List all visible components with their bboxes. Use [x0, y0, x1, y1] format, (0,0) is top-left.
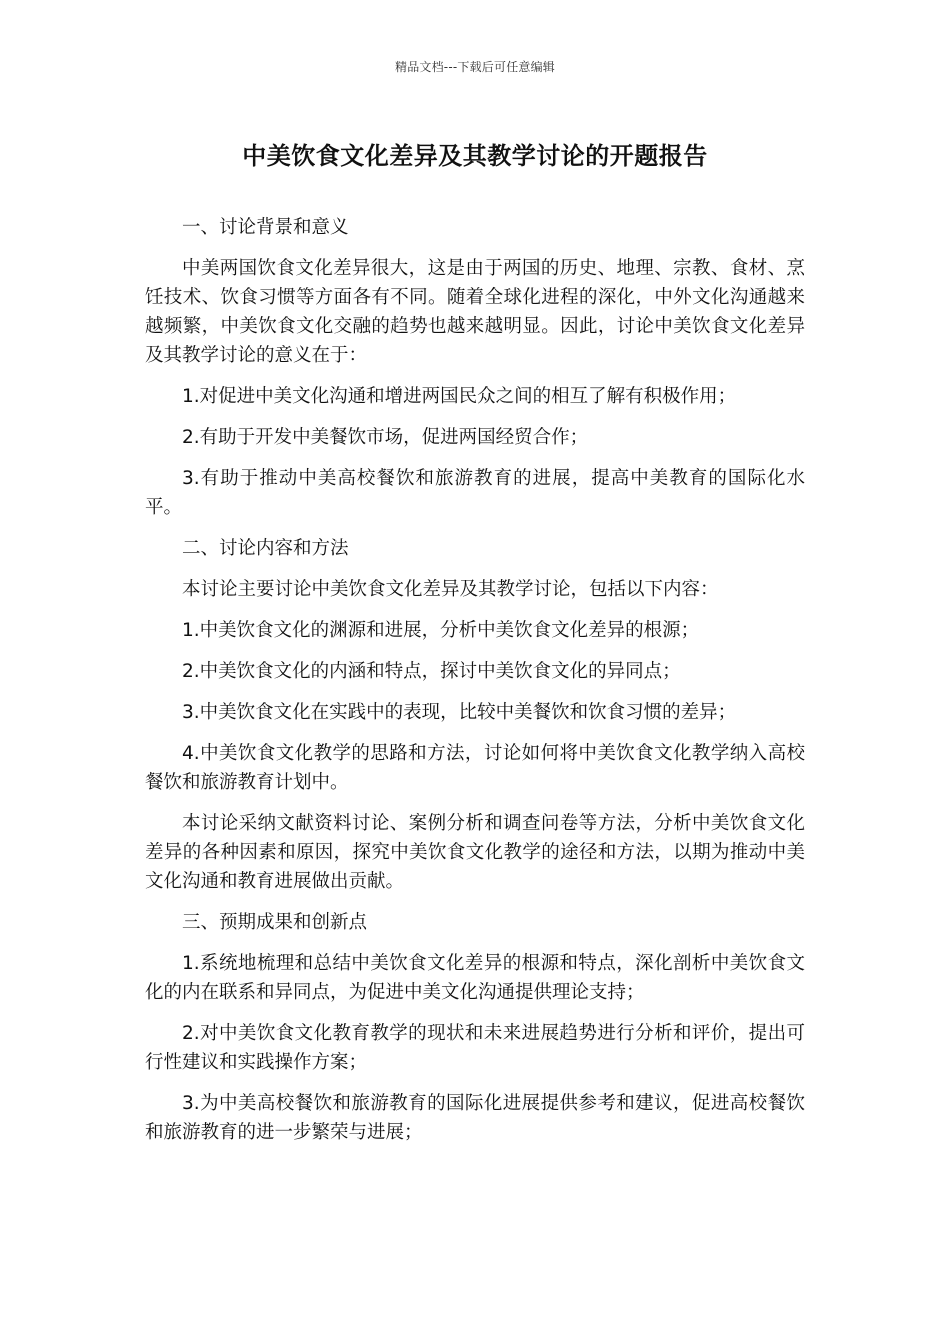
list-item-significance-3: 3.有助于推动中美高校餐饮和旅游教育的进展，提高中美教育的国际化水平。: [145, 468, 805, 518]
section-heading-background: 一、讨论背景和意义: [182, 217, 349, 238]
list-item-content-4: 4.中美饮食文化教学的思路和方法，讨论如何将中美饮食文化教学纳入高校餐饮和旅游教育计划中。: [145, 743, 805, 793]
list-item-content-3: 3.中美饮食文化在实践中的表现，比较中美餐饮和饮食习惯的差异；: [182, 702, 737, 723]
paragraph-method: 本讨论采纳文献资料讨论、案例分析和调查问卷等方法，分析中美饮食文化差异的各种因素和原因，探究中美饮食文化教学的途径和方法，以期为推动中美文化沟通和教育进展做出贡献。: [145, 813, 805, 892]
paragraph-background-intro: 中美两国饮食文化差异很大，这是由于两国的历史、地理、宗教、食材、烹饪技术、饮食习惯等方面各有不同。随着全球化进程的深化，中外文化沟通越来越频繁，中美饮食文化交融的趋势也越来越明显。因此，讨论中美饮食文化差异及其教学讨论的意义在于：: [145, 258, 805, 366]
document-body: [145, 213, 805, 1159]
list-item-outcome-1: 1.系统地梳理和总结中美饮食文化差异的根源和特点，深化剖析中美饮食文化的内在联系和异同点，为促进中美文化沟通提供理论支持；: [145, 953, 805, 1003]
section-heading-outcomes: 三、预期成果和创新点: [182, 912, 368, 933]
section-heading-content-method: 二、讨论内容和方法: [182, 538, 349, 559]
list-item-content-2: 2.中美饮食文化的内涵和特点，探讨中美饮食文化的异同点；: [182, 661, 681, 682]
document-title: 中美饮食文化差异及其教学讨论的开题报告: [242, 142, 708, 170]
header-note: 精品文档---下载后可任意编辑: [395, 60, 555, 74]
list-item-outcome-2: 2.对中美饮食文化教育教学的现状和未来进展趋势进行分析和评价，提出可行性建议和实践操作方案；: [145, 1023, 805, 1073]
paragraph-content-intro: 本讨论主要讨论中美饮食文化差异及其教学讨论，包括以下内容：: [182, 579, 719, 600]
list-item-significance-1: 1.对促进中美文化沟通和增进两国民众之间的相互了解有积极作用；: [182, 386, 737, 407]
list-item-content-1: 1.中美饮食文化的渊源和进展，分析中美饮食文化差异的根源；: [182, 620, 700, 641]
list-item-outcome-3: 3.为中美高校餐饮和旅游教育的国际化进展提供参考和建议，促进高校餐饮和旅游教育的进一步繁荣与进展；: [145, 1093, 805, 1143]
list-item-significance-2: 2.有助于开发中美餐饮市场，促进两国经贸合作；: [182, 427, 589, 448]
